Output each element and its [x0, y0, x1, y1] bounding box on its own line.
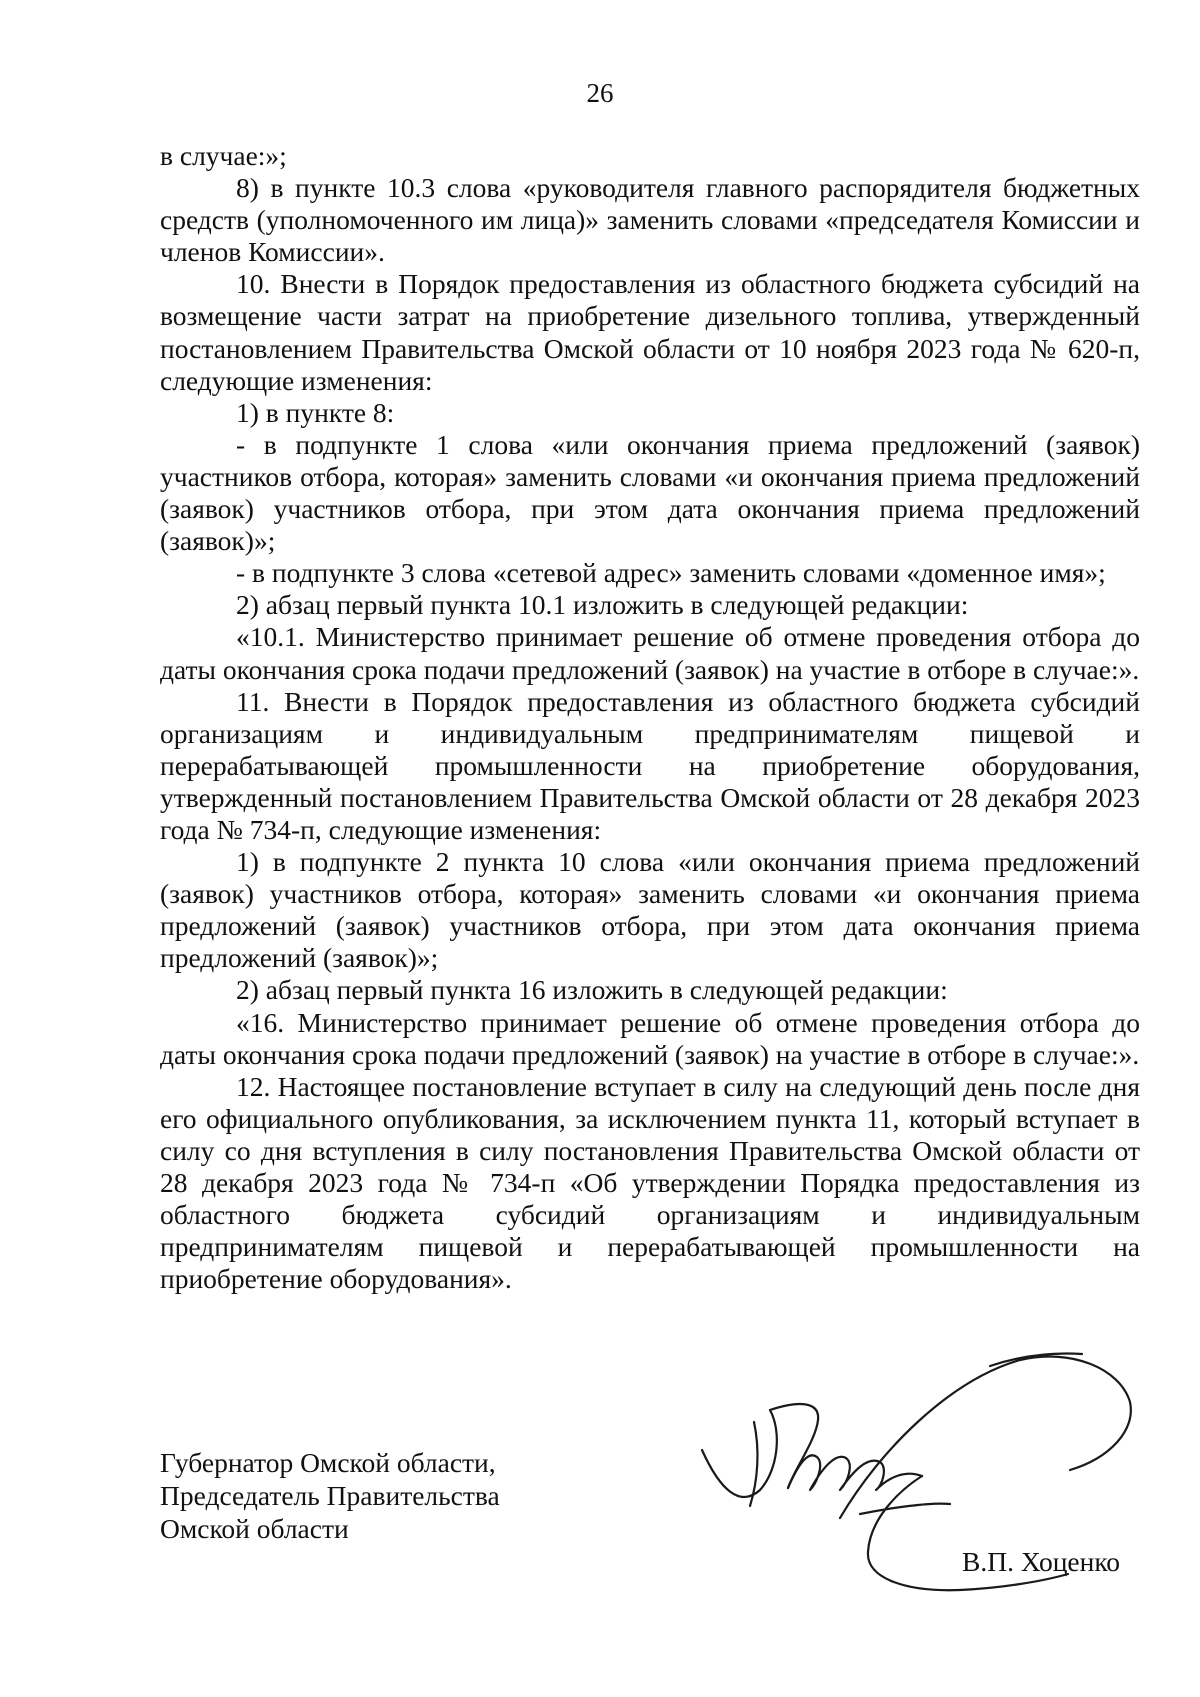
- signer-name: В.П. Хоценко: [962, 1546, 1121, 1577]
- paragraph: «16. Министерство принимает решение об отмене проведения отбора до даты окончания срока подачи предложений (заявок) на участие в отборе в случае:».: [160, 1006, 1140, 1070]
- paragraph: 8) в пункте 10.3 слова «руководителя главного распорядителя бюджетных средств (уполномоченного им лица)» заменить словами «председателя Комиссии и членов Комиссии».: [160, 172, 1140, 268]
- paragraph: 11. Внести в Порядок предоставления из областного бюджета субсидий организациям и индивидуальным предпринимателям пищевой и перерабатывающей промышленности на приобретение оборудования, утвержденный постановлением Правительства Омской области от 28 декабря 2023 года № 734-п, следующие изменения:: [160, 685, 1140, 845]
- paragraph: 1) в пункте 8:: [236, 396, 395, 428]
- paragraph: в случае:»;: [160, 140, 287, 171]
- paragraph: 10. Внести в Порядок предоставления из областного бюджета субсидий на возмещение части затрат на приобретение дизельного топлива, утвержденный постановлением Правительства Омской области от 10 ноября 2023 года № 620-п, следующие изменения:: [160, 268, 1140, 396]
- page-number: 26: [586, 78, 614, 108]
- paragraph: - в подпункте 3 слова «сетевой адрес» заменить словами «доменное имя»;: [236, 557, 1106, 589]
- paragraph: 12. Настоящее постановление вступает в силу на следующий день после дня его официального опубликования, за исключением пункта 11, который вступает в силу со дня вступления в силу постановления Правительства Омской области от 28 декабря 2023 года № 734-п «Об утверждении Порядка предоставления из областного бюджета субсидий организациям и индивидуальным предпринимателям пищевой и перерабатывающей промышленности на приобретение оборудования».: [160, 1070, 1140, 1295]
- paragraph: 2) абзац первый пункта 16 изложить в следующей редакции:: [236, 974, 948, 1006]
- signatory-title-line: Губернатор Омской области,: [160, 1447, 496, 1478]
- signatory-title-line: Омской области: [160, 1513, 349, 1544]
- document-body: [160, 140, 1140, 1295]
- signatory-title-line: Председатель Правительства: [160, 1480, 500, 1511]
- paragraph: 1) в подпункте 2 пункта 10 слова «или окончания приема предложений (заявок) участников отбора, которая» заменить словами «и окончания приема предложений (заявок) участников отбора, при этом дата окончания приема предложений (заявок)»;: [160, 846, 1140, 974]
- signatory-title: [160, 1446, 500, 1545]
- paragraph: - в подпункте 1 слова «или окончания приема предложений (заявок) участников отбора, которая» заменить словами «и окончания приема предложений (заявок) участников отбора, при этом дата окончания приема предложений (заявок)»;: [160, 428, 1140, 557]
- paragraph: «10.1. Министерство принимает решение об отмене проведения отбора до даты окончания срока подачи предложений (заявок) на участие в отборе в случае:».: [160, 621, 1140, 685]
- paragraph: 2) абзац первый пункта 10.1 изложить в следующей редакции:: [236, 589, 969, 621]
